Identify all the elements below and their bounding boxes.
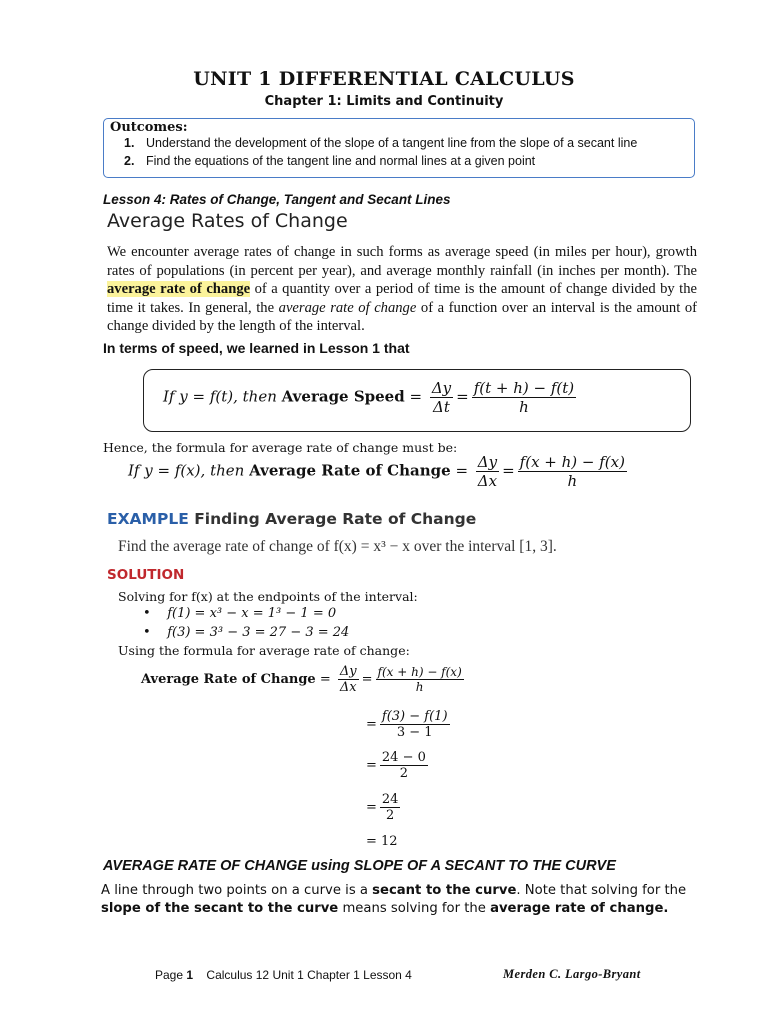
solution-step: Solving for f(x) at the endpoints of the interval: [118, 589, 418, 604]
speed-dy: Δy [431, 379, 452, 397]
example-heading [107, 510, 476, 528]
example-tag: EXAMPLE [107, 510, 189, 528]
calc-denominator: 3 − 1 [396, 725, 433, 740]
page-title: UNIT 1 DIFFERENTIAL CALCULUS [193, 68, 575, 90]
rate-dy: Δy [477, 453, 498, 471]
outcome-text: Understand the development of the slope of a tangent line from the slope of a secant line [146, 136, 638, 150]
calc-numerator: 24 [381, 792, 399, 807]
speed-intro: In terms of speed, we learned in Lesson 1 that [103, 340, 410, 356]
speed-label: Average Speed [281, 387, 405, 406]
secant-text: means solving for the [338, 901, 491, 916]
intro-paragraph [107, 243, 697, 336]
solution-step: Using the formula for average rate of change: [118, 643, 410, 658]
outcome-item [124, 136, 637, 150]
example-title: Finding Average Rate of Change [194, 510, 477, 528]
calc-line-2: = $\frac{f(3) - f(1)}{3 - 1}$ [366, 709, 448, 740]
speed-formula: If y = f(t), then Average Speed = $\frac{\Delta y}{\Delta t}$ = $\frac{f(t + h) - f(t)}{h}$ [163, 379, 575, 416]
highlighted-term: average rate of change [107, 281, 251, 297]
calc-numerator: 24 − 0 [381, 750, 426, 765]
outcome-number: 2. [124, 154, 135, 168]
calc-denominator: 2 [399, 766, 409, 781]
outcome-text: Find the equations of the tangent line and normal lines at a given point [146, 154, 536, 168]
lesson-title: Lesson 4: Rates of Change, Tangent and Secant Lines [103, 192, 451, 207]
secant-term: secant to the curve [372, 883, 517, 898]
secant-paragraph [101, 882, 697, 918]
course-label: Calculus 12 Unit 1 Chapter 1 Lesson 4 [206, 968, 412, 982]
para-text: of a function over an interval is the amount of change divided by the length of the interval. [107, 299, 698, 334]
calc-result: = 12 [366, 834, 398, 849]
para-text: We encounter average rates of change in such forms as average speed (in miles per hour), growth rates of populations (in percent per year), and average monthly rainfall (in inches per month). The [107, 244, 697, 279]
page-number: 1 [186, 968, 194, 982]
rate-numerator: f(x + h) − f(x) [519, 453, 625, 471]
outcome-number: 1. [124, 136, 135, 150]
author-signature: Merden C. Largo-Bryant [503, 967, 641, 981]
secant-heading: AVERAGE RATE OF CHANGE using SLOPE OF A SECANT TO THE CURVE [103, 858, 616, 874]
calc-dy: Δy [339, 664, 357, 679]
speed-denominator: h [519, 398, 529, 416]
rate-dx: Δx [477, 472, 498, 490]
speed-if-clause: If y = f(t), then [163, 387, 277, 406]
para-text: of a quantity over a period of time is the amount of change divided by the time it takes. In general, the [107, 281, 697, 316]
page-label: Page [155, 968, 184, 982]
solution-bullet: • f(1) = x³ − x = 1³ − 1 = 0 [143, 606, 337, 621]
italic-term: average rate of change [278, 299, 417, 316]
secant-term: slope of the secant to the curve [101, 901, 339, 916]
calc-line-1: Average Rate of Change = $\frac{\Delta y}{\Delta x}$ = $\frac{f(x + h) - f(x)}{h}$ [141, 664, 462, 695]
calc-numerator: f(3) − f(1) [381, 709, 448, 724]
rate-label: Average Rate of Change [249, 461, 451, 480]
section-heading: Average Rates of Change [107, 210, 348, 232]
calc-denominator: h [415, 680, 424, 694]
secant-text: A line through two points on a curve is a [101, 883, 373, 898]
rate-if-clause: If y = f(x), then [128, 461, 245, 480]
bullet-text: f(3) = 3³ − 3 = 27 − 3 = 24 [167, 625, 350, 640]
speed-dt: Δt [433, 398, 450, 416]
outcome-item [124, 154, 535, 168]
outcomes-label: Outcomes: [110, 120, 188, 135]
speed-numerator: f(t + h) − f(t) [473, 379, 575, 397]
bullet-text: f(1) = x³ − x = 1³ − 1 = 0 [167, 606, 337, 621]
solution-label: SOLUTION [107, 567, 185, 583]
secant-text: . Note that solving for the [516, 883, 687, 898]
rate-denominator: h [567, 472, 578, 490]
calc-dx: Δx [339, 680, 357, 695]
calc-label: Average Rate of Change [141, 672, 316, 687]
example-problem: Find the average rate of change of f(x) = x³ − x over the interval [1, 3]. [118, 538, 557, 555]
hence-text: Hence, the formula for average rate of change must be: [103, 440, 458, 455]
calc-line-3: = $\frac{24 - 0}{2}$ [366, 750, 426, 781]
calc-numerator: f(x + h) − f(x) [377, 665, 462, 679]
secant-term: average rate of change. [490, 901, 669, 916]
calc-result-value: 12 [381, 834, 398, 849]
chapter-subtitle: Chapter 1: Limits and Continuity [264, 94, 504, 109]
calc-line-4: = $\frac{24}{2}$ [366, 792, 399, 823]
page-footer [155, 968, 412, 982]
solution-bullet: • f(3) = 3³ − 3 = 27 − 3 = 24 [143, 625, 350, 640]
calc-denominator: 2 [386, 808, 395, 823]
rate-formula: If y = f(x), then Average Rate of Change = $\frac{\Delta y}{\Delta x}$ = $\frac{f(x + h) - f(x)}{h}$ [128, 453, 625, 490]
